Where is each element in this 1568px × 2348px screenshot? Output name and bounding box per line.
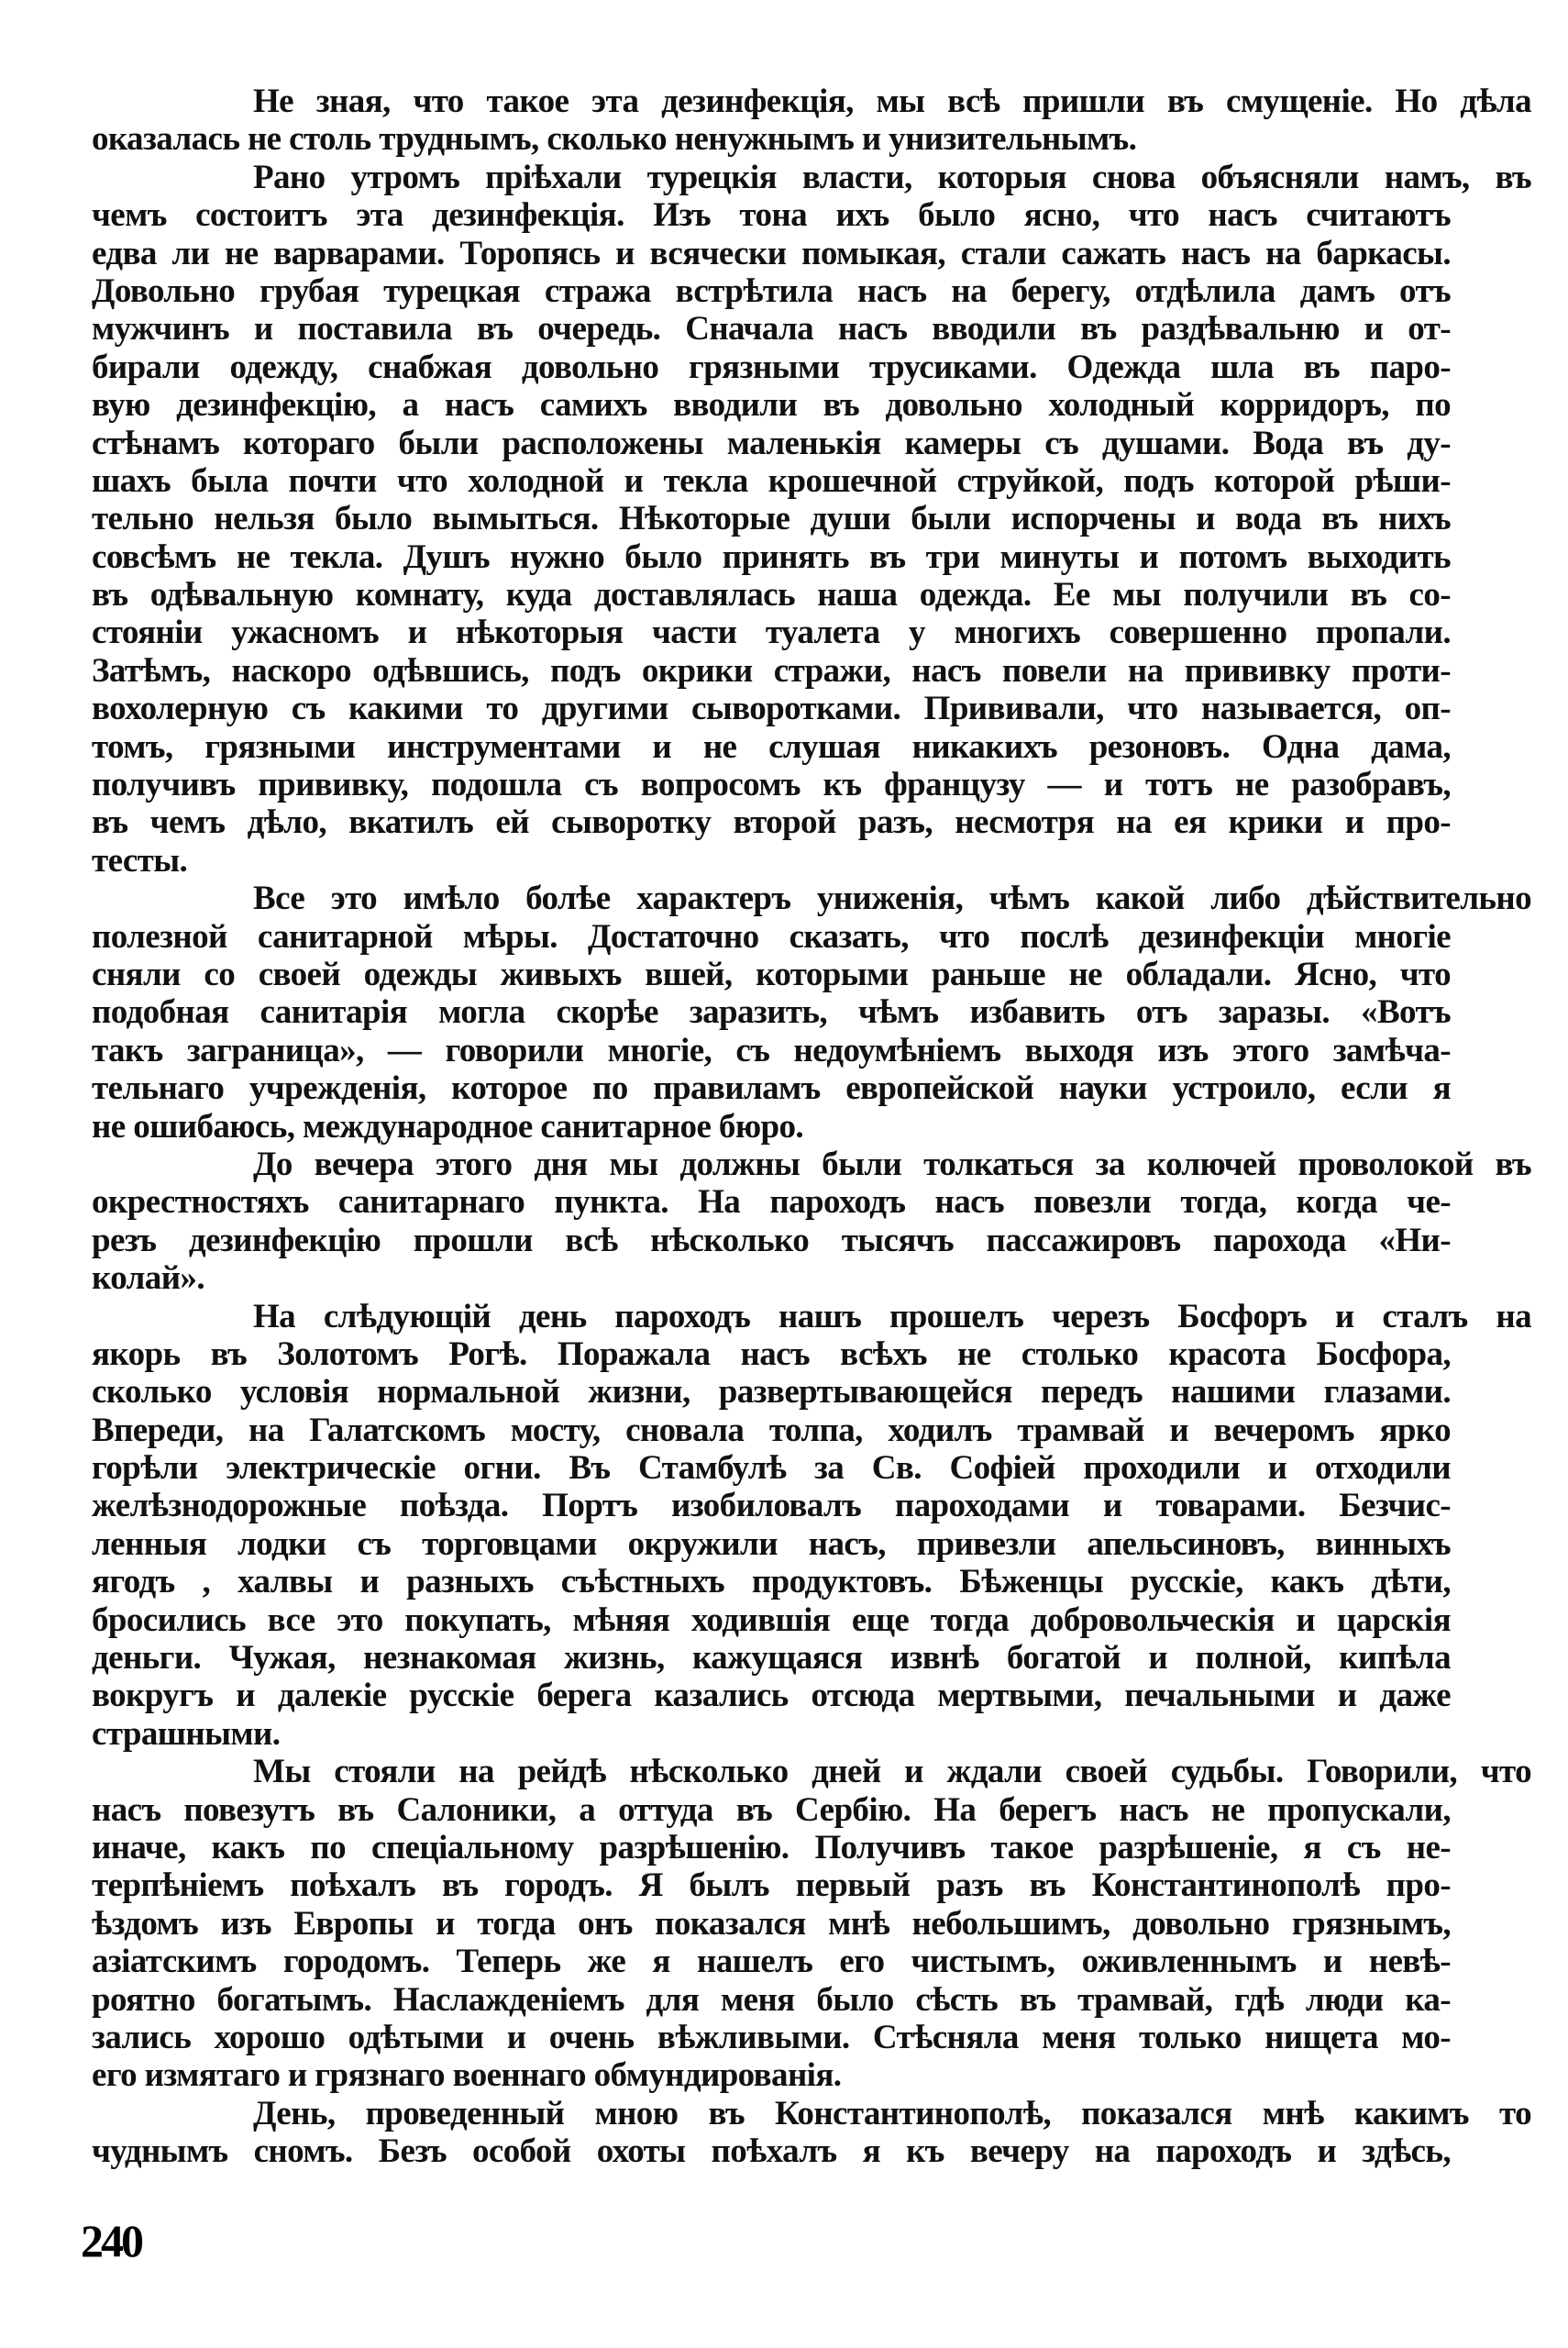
text-line-content: деньги. Чужая, незнакомая жизнь, кажущаяся извнѣ богатой и полной, кипѣла [92,1639,1451,1678]
text-line-content: ленныя лодки съ торговцами окружили насъ, привезли апельсиновъ, винныхъ [92,1524,1451,1563]
text-line-content: Впереди, на Галатскомъ мосту, сновала толпа, ходилъ трамвай и вечеромъ ярко [92,1411,1451,1449]
text-line [92,462,1451,500]
text-line [92,1145,1531,1183]
text-line [92,1525,1451,1563]
text-line-content: колай». [92,1259,204,1298]
text-line-content: едва ли не варварами. Торопясь и всячески помыкая, стали сажать насъ на баркасы. [92,234,1451,272]
text-line-content: тельнаго учрежденія, которое по правиламъ европейской науки устроило, если я [92,1069,1451,1108]
text-line [92,842,1451,880]
text-line [92,1297,1531,1335]
text-line-content: шахъ была почти что холодной и текла крошечной струйкой, подъ которой рѣши- [92,461,1451,500]
text-line [92,120,1451,158]
text-line-content: получивъ прививку, подошла съ вопросомъ къ французу — и тотъ не разобравъ, [92,766,1451,804]
text-line-content: иначе, какъ по спеціальному разрѣшенію. Получивъ такое разрѣшеніе, я съ не- [92,1828,1451,1866]
text-line-content: роятно богатымъ. Наслажденіемъ для меня было сѣсть въ трамвай, гдѣ люди ка- [92,1980,1451,2019]
text-line [92,1601,1451,1639]
text-line [92,2056,1451,2094]
text-line-content: якорь въ Золотомъ Рогѣ. Поражала насъ всѣхъ не столько красота Босфора, [92,1335,1451,1373]
text-line [92,196,1451,234]
text-line-content: стѣнамъ котораго были расположены маленькія камеры съ душами. Вода въ ду- [92,424,1451,462]
text-line-content: ягодъ , халвы и разныхъ съѣстныхъ продуктовъ. Бѣженцы русскіе, какъ дѣти, [92,1563,1451,1601]
text-line [92,1412,1451,1449]
text-line-content: такъ заграница», — говорили многіе, съ недоумѣніемъ выходя изъ этого замѣча- [92,1031,1451,1069]
text-line-content: Не зная, что такое эта дезинфекція, мы всѣ пришли въ смущеніе. Но дѣла [253,83,1531,120]
text-line-content: вокругъ и далекіе русскіе берега казались отсюда мертвыми, печальными и даже [92,1677,1451,1715]
text-line-content: желѣзнодорожные поѣзда. Портъ изобиловалъ пароходами и товарами. Безчис- [92,1487,1451,1525]
text-line-content: въ чемъ дѣло, вкатилъ ей сыворотку второй разъ, несмотря на ея крики и про- [92,803,1451,842]
text-line-content: Все это имѣло болѣе характеръ униженія, чѣмъ какой либо дѣйствительно [253,880,1531,918]
text-line [92,1487,1451,1524]
text-line-content: вую дезинфекцію, а насъ самихъ вводили въ довольно холодный корридоръ, по [92,386,1451,425]
text-line [92,1373,1451,1411]
text-line [92,614,1451,651]
text-line [92,766,1451,803]
paragraph [92,880,1531,1146]
text-line-content: тельно нельзя было вымыться. Нѣкоторые души были испорчены и вода въ нихъ [92,500,1451,538]
text-line [92,158,1531,196]
text-line [92,690,1451,727]
text-line [92,993,1451,1031]
page-body [92,83,1531,2171]
text-line-content: Рано утромъ пріѣхали турецкія власти, которыя снова объясняли намъ, въ [253,158,1531,196]
text-line-content: сколько условія нормальной жизни, развертывающейся передъ нашими глазами. [92,1373,1451,1412]
text-line [92,310,1451,348]
text-line-content: зались хорошо одѣтыми и очень вѣжливыми. Стѣсняла меня только нищета мо- [92,2018,1451,2056]
paragraph [92,1145,1531,1298]
text-line [92,1715,1451,1753]
text-line [92,1905,1451,1943]
text-line [92,1943,1451,1980]
text-line [92,1032,1451,1069]
text-line [92,2094,1531,2132]
text-line [92,956,1451,993]
paragraph [92,1297,1531,1754]
text-line-content: Затѣмъ, наскоро одѣвшись, подъ окрики стражи, насъ повели на прививку проти- [92,651,1451,690]
text-line-content: томъ, грязными инструментами и не слушая никакихъ резоновъ. Одна дама, [92,727,1451,766]
paragraph [92,2094,1531,2171]
text-line [92,576,1451,614]
page-number: 240 [81,2215,141,2266]
text-line [92,272,1451,310]
text-line [92,1563,1451,1600]
paragraph [92,158,1531,880]
text-line-content: совсѣмъ не текла. Душъ нужно было принять въ три минуты и потомъ выходить [92,537,1451,576]
text-line [92,1108,1451,1146]
text-line-content: окрестностяхъ санитарнаго пункта. На пароходъ насъ повезли тогда, когда че- [92,1183,1451,1222]
text-line [92,728,1451,766]
text-line [92,349,1451,386]
text-line-content: оказалась не столь труднымъ, сколько ненужнымъ и унизительнымъ. [92,120,1137,159]
text-line-content: День, проведенный мною въ Константинополѣ, показался мнѣ какимъ то [253,2094,1531,2132]
text-line-content: стояніи ужасномъ и нѣкоторыя части туалета у многихъ совершенно пропали. [92,614,1451,652]
text-line [92,1866,1451,1904]
text-line-content: мужчинъ и поставила въ очередь. Сначала насъ вводили въ раздѣвальню и от- [92,310,1451,349]
text-line-content: бросились все это покупать, мѣняя ходившія еще тогда добровольческія и царскія [92,1600,1451,1639]
text-line-content: полезной санитарной мѣры. Достаточно сказать, что послѣ дезинфекціи многіе [92,917,1451,956]
paragraph [92,1753,1531,2095]
text-line [92,652,1451,690]
text-line [92,425,1451,462]
text-line-content: тесты. [92,841,188,880]
text-line-content: страшными. [92,1714,281,1753]
text-line [92,235,1451,272]
text-line-content: сняли со своей одежды живыхъ вшей, которыми раньше не обладали. Ясно, что [92,955,1451,993]
text-line-content: терпѣніемъ поѣхалъ въ городъ. Я былъ первый разъ въ Константинополѣ про- [92,1866,1451,1905]
text-line-content: Мы стояли на рейдѣ нѣсколько дней и ждали своей судьбы. Говорили, что [253,1753,1531,1791]
text-line-content: азіатскимъ городомъ. Теперь же я нашелъ его чистымъ, оживленнымъ и невѣ- [92,1943,1451,1981]
text-line-content: резъ дезинфекцію прошли всѣ нѣсколько тысячъ пассажировъ парохода «Ни- [92,1221,1451,1259]
text-line [92,1069,1451,1107]
text-line-content: вохолерную съ какими то другими сыворотками. Прививали, что называется, оп- [92,690,1451,728]
text-line-content: Довольно грубая турецкая стража встрѣтила насъ на берегу, отдѣлила дамъ отъ [92,271,1451,310]
text-line-content: ѣздомъ изъ Европы и тогда онъ показался мнѣ небольшимъ, довольно грязнымъ, [92,1904,1451,1943]
text-line [92,2019,1451,2056]
text-line [92,538,1451,576]
text-line [92,2132,1451,2170]
text-line [92,880,1531,918]
text-line-content: горѣли электрическіе огни. Въ Стамбулѣ за Св. Софіей проходили и отходили [92,1449,1451,1488]
text-line-content: насъ повезутъ въ Салоники, а оттуда въ Сербію. На берегъ насъ не пропускали, [92,1790,1451,1829]
text-line [92,83,1531,120]
text-line [92,1791,1451,1829]
text-line-content: чемъ состоитъ эта дезинфекція. Изъ тона ихъ было ясно, что насъ считаютъ [92,196,1451,235]
text-line [92,918,1451,956]
text-line [92,1639,1451,1677]
text-line [92,1677,1451,1714]
text-line [92,1335,1451,1373]
text-line-content: До вечера этого дня мы должны были толкаться за колючей проволокой въ [253,1145,1531,1183]
text-line [92,1829,1451,1866]
paragraph [92,83,1531,159]
text-line [92,1753,1531,1791]
text-line [92,1259,1451,1297]
text-line [92,386,1451,424]
text-line [92,1183,1451,1221]
text-line-content: чуднымъ сномъ. Безъ особой охоты поѣхалъ я къ вечеру на пароходъ и здѣсь, [92,2132,1451,2171]
text-line-content: бирали одежду, снабжая довольно грязными трусиками. Одежда шла въ паро- [92,348,1451,386]
text-line-content: На слѣдующій день пароходъ нашъ прошелъ черезъ Босфоръ и сталъ на [253,1297,1531,1335]
text-line [92,1981,1451,2019]
text-line [92,803,1451,841]
text-line-content: не ошибаюсь, международное санитарное бюро. [92,1107,804,1146]
text-line [92,1449,1451,1487]
text-line [92,1222,1451,1259]
text-line [92,500,1451,537]
text-line-content: въ одѣвальную комнату, куда доставлялась наша одежда. Ее мы получили въ со- [92,576,1451,615]
text-line-content: подобная санитарія могла скорѣе заразить, чѣмъ избавить отъ заразы. «Вотъ [92,993,1451,1032]
text-line-content: его измятаго и грязнаго военнаго обмундированія. [92,2056,842,2095]
